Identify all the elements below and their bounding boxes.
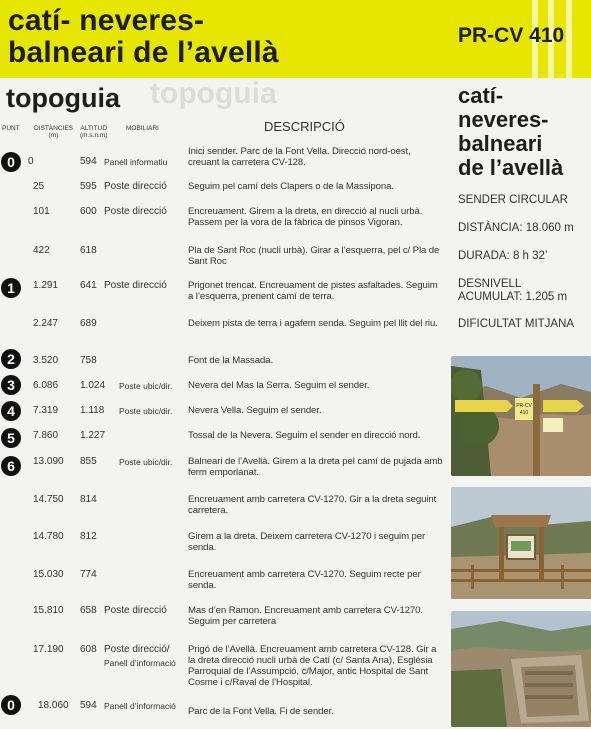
col-descripcio: DESCRIPCIÓ [264,119,345,134]
sign-code-number: 410 [519,410,529,416]
distance-cell: 0 [28,156,34,167]
description-cell: Inici sender. Parc de la Font Vella. Direcció nord-oest, creuant la carretera CV-128. [188,146,411,168]
furniture-cell: Poste direcció [104,181,167,192]
sidebar-title [458,84,563,180]
distance-cell: 18.060 [38,700,69,711]
distance-cell: 17.190 [33,644,64,655]
point-badge: 0 [1,152,21,172]
distance-cell: 1.291 [33,280,59,291]
route-difficulty: DIFICULTAT MITJANA [458,318,575,330]
altitude-cell: 1.227 [80,430,106,441]
ice-house-image [451,611,591,727]
point-badge: 4 [1,401,21,421]
altitude-cell: 1.024 [80,380,106,391]
description-cell: Prigonet trencat. Encreuament de pistes asfaltades. Seguim a l’esquerra, prenent camí de terra. [188,280,438,302]
distance-cell: 422 [33,245,50,256]
sidebar-title-line: catí- [458,83,504,108]
col-distancies-unit: (m) [48,132,59,140]
sidebar-title-line: neveres- [458,107,549,132]
altitude-cell: 774 [80,569,97,580]
furniture-cell: Poste ubic/dir. [119,457,173,467]
distance-cell: 3.520 [33,355,59,366]
distance-cell: 14.750 [33,494,64,505]
photo-shelter [451,487,591,599]
furniture-cell: Poste ubic/dir. [119,381,173,391]
section-title: topoguia [6,83,120,113]
sign-right-arrow [543,400,584,412]
altitude-cell: 594 [80,700,97,711]
description-cell: Tossal de la Nevera. Seguim el sender en direcció nord. [188,430,421,441]
description-cell: Prigó de l’Avellà. Encreuament amb carretera CV-128. Gir a la dreta direcció nucli urbà de Catí (c/ Santa Ana), Església Parroquial de l’Assumpció, c/Major, antic Hospital de Sant Cosme i c/Raval de l’Hospital. [188,644,437,688]
furniture-cell: Poste direcció/ [104,644,170,655]
description-cell: Encreuament. Girem a la dreta, en direcció al nucli urbà. Passem per la vora de la fàbrica de pinsos Vigoran. [188,206,423,228]
description-cell: Mas d’en Ramon. Encreuament amb carretera CV-1270. Seguim per carretera [188,605,423,627]
altitude-cell: 814 [80,494,97,505]
route-duration: DURADA: 8 h 32’ [458,250,548,262]
sign-code-plate [515,398,533,420]
shelter-image [451,487,591,599]
altitude-cell: 641 [80,280,97,291]
altitude-cell: 855 [80,456,97,467]
furniture-cell-line2: Panell d’informació [104,658,176,668]
description-cell: Girem a la dreta. Deixem carretera CV-1270 i seguim per senda. [188,531,426,553]
furniture-cell: Poste direcció [104,605,167,616]
distance-cell: 7.860 [33,430,59,441]
elevation-value: ACUMULAT: 1.205 m [458,291,568,303]
sign-code-text: PR-CV [516,403,532,409]
signpost-image [451,356,591,476]
altitude-cell: 594 [80,156,97,167]
distance-cell: 15.030 [33,569,64,580]
col-altitud [80,125,107,140]
point-badge: 0 [1,695,21,715]
description-cell: Seguim pel camí dels Clapers o de la Massipona. [188,181,394,192]
route-distance: DISTÀNCIA: 18.060 m [458,222,574,234]
point-badge: 5 [1,428,21,448]
altitude-cell: 1.118 [80,405,105,416]
distance-cell: 15.810 [33,605,64,616]
point-badge: 6 [1,456,21,476]
col-punt: PUNT [2,125,20,132]
col-altitud-unit: (m.s.n.m) [80,132,108,140]
description-cell: Parc de la Font Vella. Fi de sender. [188,706,334,717]
altitude-cell: 758 [80,355,97,366]
distance-cell: 2.247 [33,318,59,329]
description-cell: Balneari de l’Avellà. Girem a la dreta pel camí de pujada amb ferm emporlanat. [188,456,443,478]
altitude-cell: 658 [80,605,97,616]
distance-cell: 101 [33,206,50,217]
furniture-cell: Poste ubic/dir. [119,406,173,416]
altitude-cell: 812 [80,531,97,542]
description-cell: Nevera Vella. Seguim el sender. [188,405,322,416]
elevation-label: DESNIVELL [458,278,522,290]
title-banner [0,0,591,78]
route-title-line2: balneari de l’avellà [8,36,279,69]
furniture-cell: Panell informatiu [104,157,168,167]
sidebar-title-line: de l’avellà [458,155,564,180]
point-badge: 2 [1,349,21,369]
description-cell: Nevera del Mas la Serra. Seguim el sender. [188,380,370,391]
sign-left-arrow [455,400,513,412]
furniture-cell: Poste direcció [104,206,167,217]
photo-ice-house [451,611,591,727]
sidebar-title-line: balneari [458,131,543,156]
altitude-cell: 600 [80,206,97,217]
distance-cell: 13.090 [33,456,64,467]
col-mobiliari: MOBILIARI [126,125,159,132]
distance-cell: 6.086 [33,380,59,391]
altitude-cell: 618 [80,245,97,256]
show-through-text: topoguia [150,77,277,110]
distance-cell: 25 [33,181,45,192]
photo-signpost [451,356,591,476]
description-cell: Pla de Sant Roc (nucli urbà). Girar a l’esquerra, pel c/ Pla de Sant Roc [188,245,440,267]
description-cell: Deixem pista de terra i agafem senda. Seguim pel llit del riu. [188,318,438,329]
distance-cell: 7.319 [33,405,59,416]
description-cell: Encreuament amb carretera CV-1270. Seguim recte per senda. [188,569,421,591]
point-badge: 1 [1,278,21,298]
col-altitud-label: ALTITUD [80,125,108,132]
col-distancies-label: DISTÀNCIES [34,125,74,132]
route-type: SENDER CIRCULAR [458,194,568,206]
furniture-cell: Panell d’informació [104,701,176,711]
route-elevation-gain [458,278,567,304]
description-cell: Encreuament amb carretera CV-1270. Gir a la dreta seguint carretera. [188,494,437,516]
point-badge: 3 [1,375,21,395]
altitude-cell: 608 [80,644,97,655]
distance-cell: 14.780 [33,531,64,542]
route-title-line1: catí- neveres- [8,4,205,37]
route-code: PR-CV 410 [458,24,565,47]
furniture-cell: Poste direcció [104,280,167,291]
altitude-cell: 595 [80,181,97,192]
col-distancies [34,125,73,140]
description-cell: Font de la Massada. [188,355,274,366]
altitude-cell: 689 [80,318,97,329]
